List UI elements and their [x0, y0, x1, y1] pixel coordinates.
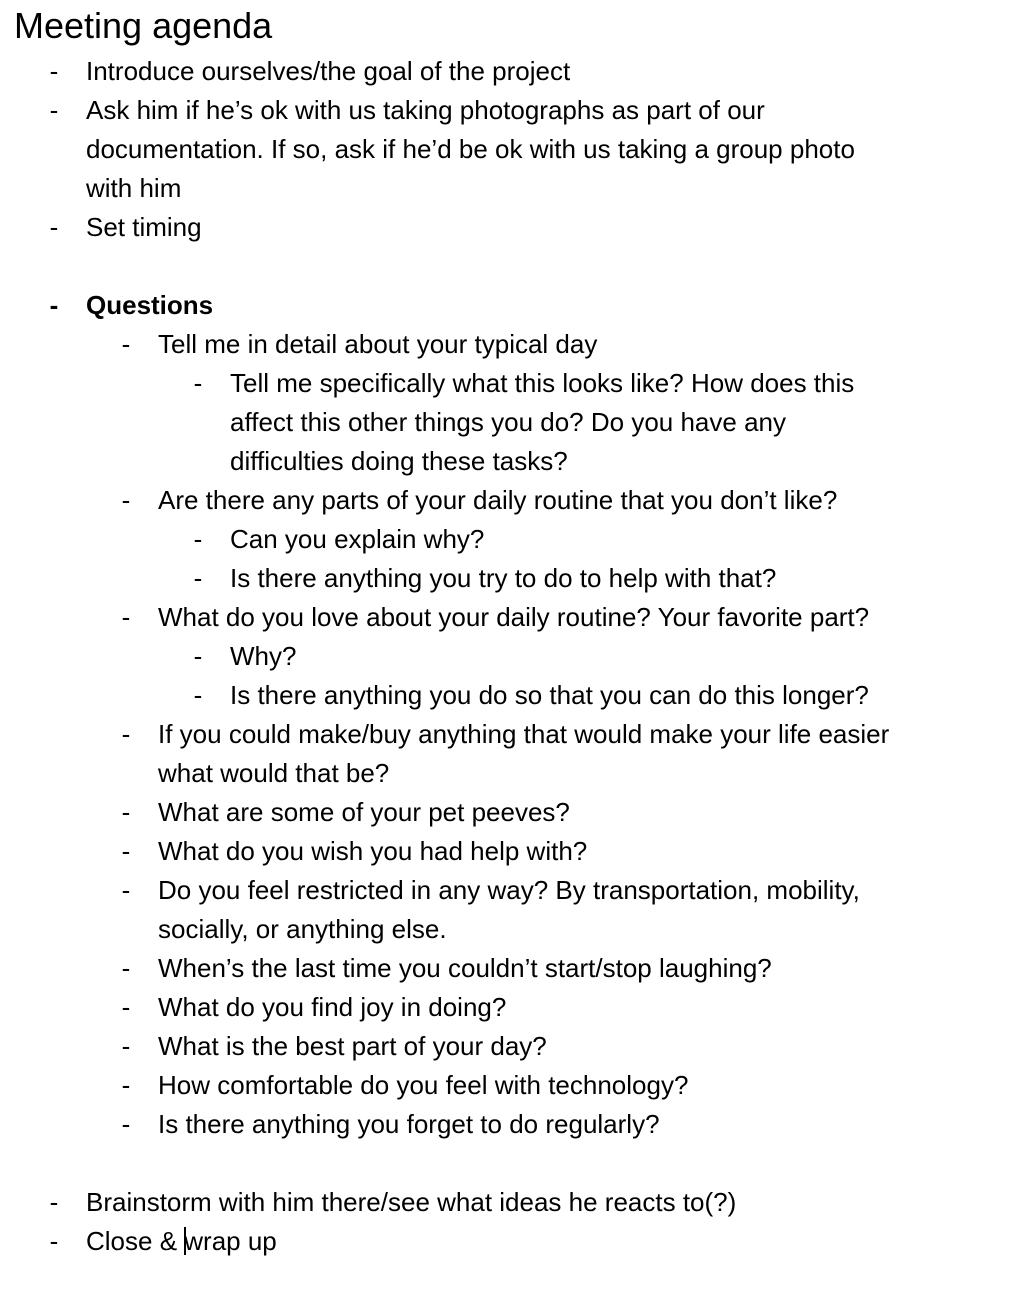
bullet-marker: -	[121, 1109, 131, 1139]
bullet-marker: -	[193, 368, 203, 398]
list-item-brainstorm: Brainstorm with him there/see what ideas he reacts to(?)	[86, 1187, 737, 1217]
bullet-marker: -	[49, 290, 59, 320]
bullet-marker: -	[121, 992, 131, 1022]
question-dislike: Are there any parts of your daily routine that you don’t like?	[158, 485, 838, 515]
document-title: Meeting agenda	[14, 5, 273, 46]
question-help: What do you wish you had help with?	[158, 836, 588, 866]
bullet-marker: -	[121, 485, 131, 515]
question-make-buy-line1: If you could make/buy anything that would make your life easier	[158, 719, 890, 749]
question-joy: What do you find joy in doing?	[158, 992, 507, 1022]
question-pet-peeves: What are some of your pet peeves?	[158, 797, 570, 827]
bullet-marker: -	[121, 1031, 131, 1061]
bullet-marker: -	[193, 563, 203, 593]
list-item-intro: Introduce ourselves/the goal of the project	[86, 56, 571, 86]
bullet-marker: -	[49, 56, 59, 86]
question-love: What do you love about your daily routine? Your favorite part?	[158, 602, 870, 632]
question-forget: Is there anything you forget to do regularly?	[158, 1109, 660, 1139]
question-laughing: When’s the last time you couldn’t start/stop laughing?	[158, 953, 772, 983]
bullet-marker: -	[121, 719, 131, 749]
section-heading-questions: Questions	[86, 290, 214, 320]
question-make-buy-line2: what would that be?	[158, 758, 390, 788]
question-technology: How comfortable do you feel with technology?	[158, 1070, 689, 1100]
question-restricted-line1: Do you feel restricted in any way? By transportation, mobility,	[158, 875, 860, 905]
sub-question: Can you explain why?	[230, 524, 485, 554]
sub-question: Why?	[230, 641, 297, 671]
sub-question-line3: difficulties doing these tasks?	[230, 446, 568, 476]
sub-question: Is there anything you do so that you can do this longer?	[230, 680, 869, 710]
close-text-before-cursor: Close &	[86, 1226, 185, 1256]
bullet-marker: -	[121, 1070, 131, 1100]
bullet-marker: -	[49, 212, 59, 242]
bullet-marker: -	[121, 602, 131, 632]
question-best-part: What is the best part of your day?	[158, 1031, 547, 1061]
list-item-timing: Set timing	[86, 212, 202, 242]
bullet-marker: -	[193, 641, 203, 671]
list-item-photos-line3: with him	[86, 173, 182, 203]
bullet-marker: -	[49, 1226, 59, 1256]
sub-question-line1: Tell me specifically what this looks like? How does this	[230, 368, 855, 398]
sub-question: Is there anything you try to do to help with that?	[230, 563, 777, 593]
bullet-marker: -	[121, 875, 131, 905]
bullet-marker: -	[193, 524, 203, 554]
bullet-marker: -	[121, 953, 131, 983]
question-typical-day: Tell me in detail about your typical day	[158, 329, 598, 359]
bullet-marker: -	[49, 1187, 59, 1217]
bullet-marker: -	[121, 836, 131, 866]
question-restricted-line2: socially, or anything else.	[158, 914, 447, 944]
bullet-marker: -	[121, 797, 131, 827]
bullet-marker: -	[49, 95, 59, 125]
list-item-close	[86, 1222, 277, 1261]
bullet-marker: -	[121, 329, 131, 359]
list-item-photos-line1: Ask him if he’s ok with us taking photographs as part of our	[86, 95, 765, 125]
list-item-photos-line2: documentation. If so, ask if he’d be ok with us taking a group photo	[86, 134, 855, 164]
close-text-after-cursor: wrap up	[184, 1226, 277, 1256]
sub-question-line2: affect this other things you do? Do you have any	[230, 407, 786, 437]
bullet-marker: -	[193, 680, 203, 710]
